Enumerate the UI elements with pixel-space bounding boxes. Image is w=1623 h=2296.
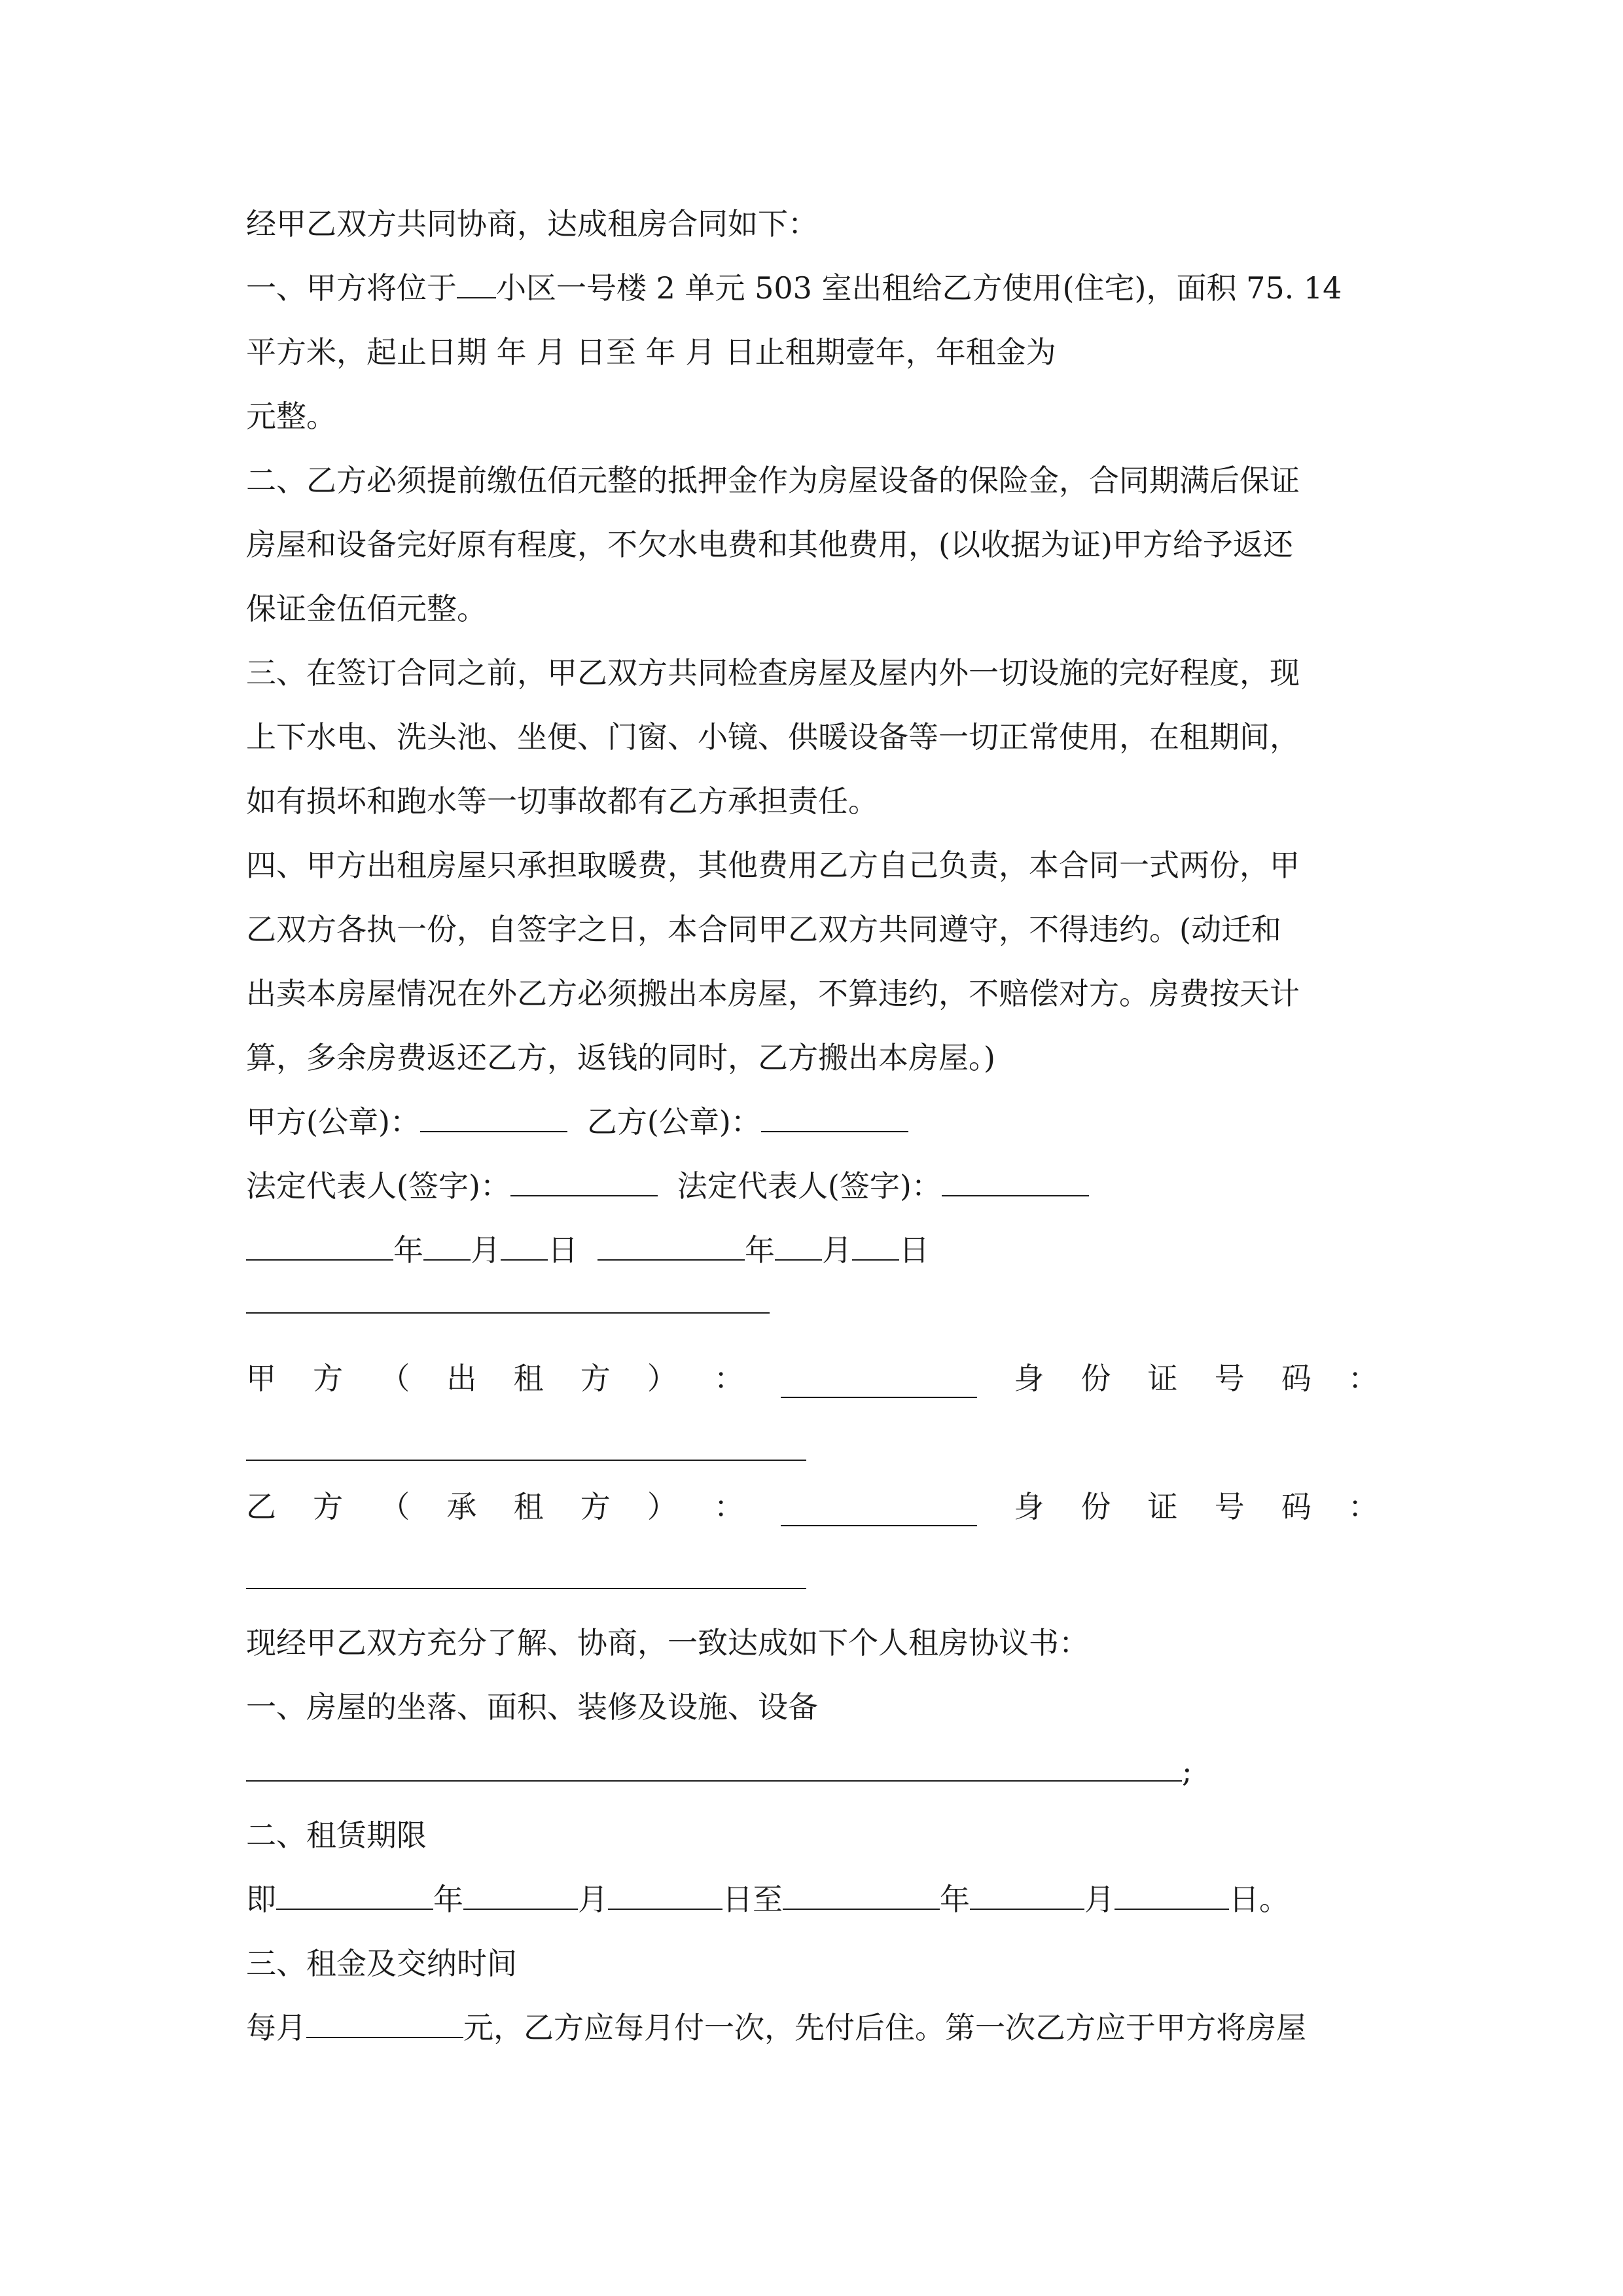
clause-2-line-2: 房屋和设备完好原有程度，不欠水电费和其他费用，(以收据为证)甲方给予返还 <box>246 527 1293 562</box>
day-label: 日 <box>899 1232 929 1268</box>
semicolon: ; <box>1182 1753 1192 1789</box>
party-a-rep-blank[interactable] <box>510 1191 658 1196</box>
landlord-char: （ <box>380 1361 410 1396</box>
clause-4-line-4: 算，多余房费返还乙方，返钱的同时，乙方搬出本房屋。) <box>246 1040 995 1075</box>
party-a-rep-label: 法定代表人(签字)： <box>246 1168 510 1204</box>
section-1-heading: 一、房屋的坐落、面积、装修及设施、设备 <box>246 1689 818 1725</box>
rent-terms: 元，乙方应每月付一次，先付后住。第一次乙方应于甲方将房屋 <box>463 2010 1306 2045</box>
clause-1-address: 小区一号楼 2 单元 503 室出租给乙方使用(住宅)，面积 75. 14 <box>496 270 1342 306</box>
clause-2-line-3: 保证金伍佰元整。 <box>246 591 487 626</box>
party-b-day-blank[interactable] <box>852 1255 899 1261</box>
landlord-char: 甲 <box>246 1361 276 1396</box>
tenant-char: 码 <box>1281 1489 1311 1524</box>
clause-3-line-1: 三、在签订合同之前，甲乙双方共同检查房屋及屋内外一切设施的完好程度，现 <box>246 655 1300 691</box>
tenant-char: ： <box>713 1489 744 1524</box>
month-label: 月 <box>578 1882 608 1917</box>
start-month-blank[interactable] <box>463 1905 578 1910</box>
landlord-char: 证 <box>1147 1361 1178 1396</box>
landlord-char: 出 <box>446 1361 477 1396</box>
tenant-char: ： <box>1347 1489 1378 1524</box>
section-3-heading: 三、租金及交纳时间 <box>246 1946 517 1981</box>
clause-1-prefix: 一、甲方将位于 <box>246 270 457 306</box>
landlord-char: ： <box>1347 1361 1378 1396</box>
end-day-blank[interactable] <box>1115 1905 1229 1910</box>
section-2-heading: 二、租赁期限 <box>246 1818 427 1853</box>
intro-line: 经甲乙双方共同协商，达成租房合同如下： <box>246 206 818 242</box>
landlord-char: 方 <box>580 1361 611 1396</box>
tenant-char: ） <box>647 1489 677 1524</box>
party-b-rep-label: 法定代表人(签字)： <box>677 1168 942 1204</box>
end-year-blank[interactable] <box>783 1905 940 1910</box>
party-b-seal-blank[interactable] <box>761 1127 908 1132</box>
year-label: 年 <box>433 1882 463 1917</box>
clause-1-line-2: 平方米，起止日期 年 月 日至 年 月 日止租期壹年，年租金为 <box>246 334 1056 370</box>
year-label: 年 <box>393 1232 423 1268</box>
party-b-rep-blank[interactable] <box>942 1191 1089 1196</box>
start-year-blank[interactable] <box>276 1905 433 1910</box>
property-details-blank[interactable] <box>246 1776 1182 1782</box>
lease-term-line <box>246 1880 1289 1919</box>
representative-line <box>246 1166 1089 1206</box>
party-a-year-blank[interactable] <box>246 1255 393 1261</box>
clause-4-line-3: 出卖本房屋情况在外乙方必须搬出本房屋，不算违约，不赔偿对方。房费按天计 <box>246 976 1300 1011</box>
date-line <box>246 1230 929 1270</box>
property-details-line <box>246 1751 1192 1791</box>
party-a-month-blank[interactable] <box>423 1255 471 1261</box>
clause-3-line-2: 上下水电、洗头池、坐便、门窗、小镜、供暖设备等一切正常使用，在租期间， <box>246 719 1300 755</box>
tenant-char: 份 <box>1080 1489 1111 1524</box>
landlord-name-blank[interactable] <box>781 1393 977 1398</box>
tenant-char: 乙 <box>246 1489 276 1524</box>
tenant-char: 号 <box>1214 1489 1245 1524</box>
day-label: 日 <box>548 1232 578 1268</box>
tenant-char: （ <box>380 1489 410 1524</box>
party-b-month-blank[interactable] <box>775 1255 822 1261</box>
party-a-seal-label: 甲方(公章)： <box>246 1104 420 1139</box>
landlord-char: 份 <box>1080 1361 1111 1396</box>
party-b-year-blank[interactable] <box>597 1255 745 1261</box>
tenant-char: 承 <box>446 1489 477 1524</box>
landlord-char: 身 <box>1014 1361 1044 1396</box>
start-day-blank[interactable] <box>608 1905 722 1910</box>
clause-1-line-3: 元整。 <box>246 399 336 434</box>
party-b-seal-label: 乙方(公章)： <box>586 1104 761 1139</box>
tenant-char: 身 <box>1014 1489 1044 1524</box>
end-month-blank[interactable] <box>970 1905 1084 1910</box>
year-label: 年 <box>745 1232 775 1268</box>
landlord-char: 码 <box>1281 1361 1311 1396</box>
tenant-char: 证 <box>1147 1489 1178 1524</box>
community-name-blank[interactable] <box>457 293 496 298</box>
clause-3-line-3: 如有损坏和跑水等一切事故都有乙方承担责任。 <box>246 783 878 819</box>
year-label: 年 <box>940 1882 970 1917</box>
landlord-char: ） <box>647 1361 677 1396</box>
month-label: 月 <box>471 1232 501 1268</box>
tenant-char: 方 <box>580 1489 611 1524</box>
month-label: 月 <box>1084 1882 1115 1917</box>
clause-4-line-2: 乙双方各执一份，自签字之日，本合同甲乙双方共同遵守，不得违约。(动迁和 <box>246 912 1281 947</box>
rent-line <box>246 2008 1306 2047</box>
section-divider <box>246 1312 770 1314</box>
landlord-char: ： <box>713 1361 744 1396</box>
clause-2-line-1: 二、乙方必须提前缴伍佰元整的抵押金作为房屋设备的保险金，合同期满后保证 <box>246 463 1300 498</box>
term-prefix: 即 <box>246 1882 276 1917</box>
landlord-id-blank[interactable] <box>246 1460 806 1461</box>
party-a-day-blank[interactable] <box>501 1255 548 1261</box>
landlord-char: 方 <box>313 1361 344 1396</box>
landlord-id-row <box>246 1359 1378 1398</box>
day-end-label: 日。 <box>1229 1882 1289 1917</box>
rent-prefix: 每月 <box>246 2010 306 2045</box>
landlord-char: 号 <box>1214 1361 1245 1396</box>
seal-line <box>246 1102 908 1141</box>
landlord-char: 租 <box>513 1361 544 1396</box>
tenant-char: 方 <box>313 1489 344 1524</box>
party-a-seal-blank[interactable] <box>420 1127 567 1132</box>
day-to-label: 日至 <box>722 1882 783 1917</box>
clause-4-line-1: 四、甲方出租房屋只承担取暖费，其他费用乙方自己负责，本合同一式两份，甲 <box>246 848 1300 883</box>
tenant-id-blank[interactable] <box>246 1588 806 1589</box>
tenant-name-blank[interactable] <box>781 1521 977 1526</box>
clause-1-line-1 <box>246 268 1342 308</box>
tenant-id-row <box>246 1487 1378 1526</box>
month-label: 月 <box>822 1232 852 1268</box>
agreement-intro: 现经甲乙双方充分了解、协商，一致达成如下个人租房协议书： <box>246 1625 1089 1660</box>
tenant-char: 租 <box>513 1489 544 1524</box>
monthly-rent-blank[interactable] <box>306 2033 463 2038</box>
